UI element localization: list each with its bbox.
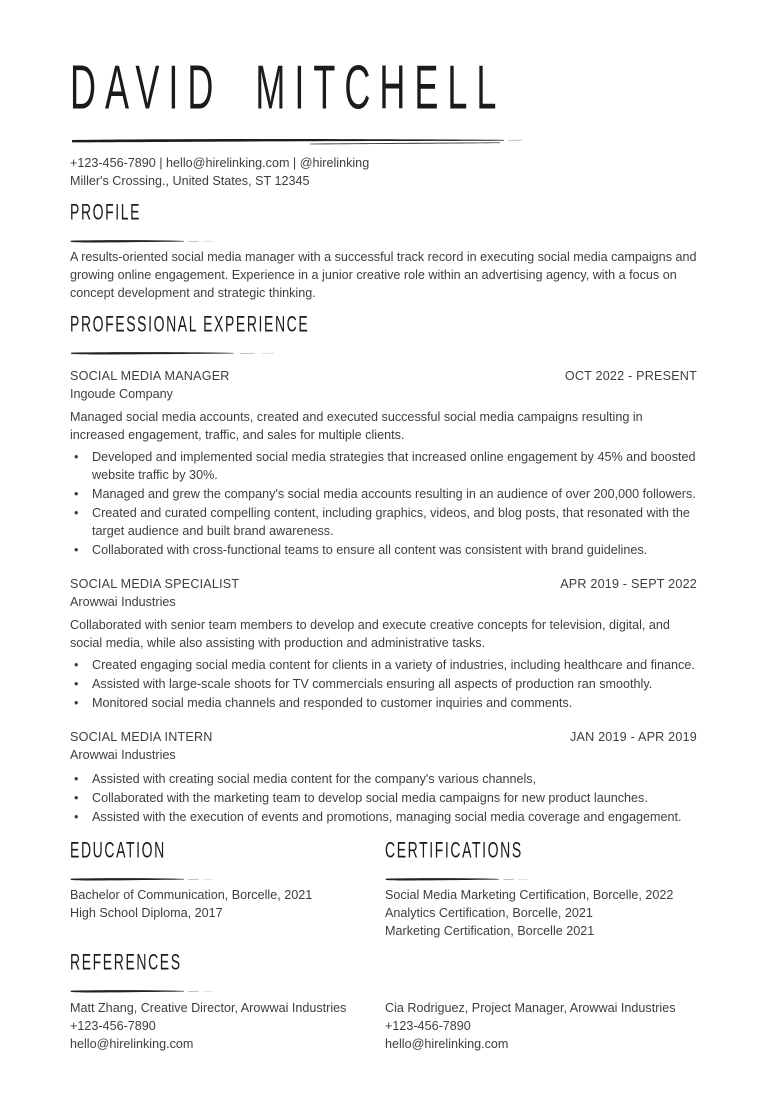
job-bullet-list [70,770,697,826]
job-company: Arowwai Industries [70,748,176,762]
reference-email: hello@hirelinking.com [70,1037,194,1051]
bullet-item: • Collaborated with cross-functional teams to ensure all content was consistent with brand guidelines. [70,541,697,559]
profile-section [70,199,697,302]
references-heading: REFERENCES [70,949,182,975]
certification-item: Marketing Certification, Borcelle 2021 [385,924,595,938]
job-head [70,367,697,385]
bullet-item: • Monitored social media channels and responded to customer inquiries and comments. [70,694,697,712]
section-underline-brush-stroke [70,988,220,995]
bullet-item: • Managed and grew the company's social media accounts resulting in an audience of over 200,000 followers. [70,485,697,503]
experience-heading: PROFESSIONAL EXPERIENCE [70,311,310,337]
certifications-section [385,837,697,940]
job-title: SOCIAL MEDIA SPECIALIST [70,577,240,591]
education-item: High School Diploma, 2017 [70,906,223,920]
section-underline-brush-stroke [385,876,535,883]
contact-block [70,154,697,190]
reference-phone: +123-456-7890 [385,1019,471,1033]
name-underline-brush-stroke [70,136,528,148]
references-section [70,949,697,1053]
certification-item: Analytics Certification, Borcelle, 2021 [385,906,593,920]
job-bullet-list [70,448,697,559]
bullet-item: • Assisted with the execution of events and promotions, managing social media coverage and engagement. [70,808,697,826]
job-head [70,728,697,746]
profile-text: A results-oriented social media manager with a successful track record in executing social media campaigns and growing online engagement. Experience in a junior creative role within an advertising agency, with a focus on concept development and strategic thinking. [70,250,697,300]
bullet-item: • Created engaging social media content for clients in a variety of industries, including healthcare and finance. [70,656,697,674]
certifications-heading-wrap [385,837,697,876]
section-underline-brush-stroke [70,350,285,357]
name-wrap [70,0,697,148]
job-dates: JAN 2019 - APR 2019 [569,730,697,744]
education-items [70,886,385,922]
reference-phone: +123-456-7890 [70,1019,156,1033]
certifications-items [385,886,697,940]
bullet-item: • Assisted with creating social media content for the company's various channels, [70,770,697,788]
education-heading-wrap [70,837,385,876]
education-section [70,837,385,940]
job-summary: Managed social media accounts, created and executed successful social media campaigns resulting in increased engagement, traffic, and sales for multiple clients. [70,410,643,442]
job-head [70,575,697,593]
references-heading-wrap [70,949,697,988]
certification-item: Social Media Marketing Certification, Borcelle, 2022 [385,888,674,902]
reference-entry [70,999,385,1053]
experience-heading-wrap [70,311,697,350]
profile-heading-wrap [70,199,697,238]
section-underline-brush-stroke [70,876,220,883]
bullet-item: • Collaborated with the marketing team to develop social media campaigns for new product launches. [70,789,697,807]
job-bullet-list [70,656,697,712]
certifications-heading: CERTIFICATIONS [385,837,523,863]
job-company: Arowwai Industries [70,595,176,609]
bullet-item: • Assisted with large-scale shoots for TV commercials ensuring all aspects of production ran smoothly. [70,675,697,693]
job-entry [70,728,697,826]
reference-name-title: Cia Rodriguez, Project Manager, Arowwai Industries [385,1001,676,1015]
job-summary: Collaborated with senior team members to develop and execute creative concepts for television, digital, and social media, while also assisting with production and administrative tasks. [70,618,670,650]
experience-section [70,311,697,826]
references-row [70,999,697,1053]
education-heading: EDUCATION [70,837,166,863]
job-company: Ingoude Company [70,387,173,401]
education-item: Bachelor of Communication, Borcelle, 2021 [70,888,313,902]
reference-entry [385,999,697,1053]
job-dates: OCT 2022 - PRESENT [564,369,697,383]
section-underline-brush-stroke [70,238,220,245]
person-name: DAVID MITCHELL [70,51,506,123]
address-line: Miller's Crossing., United States, ST 12345 [70,174,310,188]
profile-heading: PROFILE [70,199,142,225]
education-certifications-row [70,837,697,940]
header [70,0,697,190]
contact-line: +123-456-7890 | hello@hirelinking.com | @hirelinking [70,156,370,170]
job-entry [70,367,697,559]
job-entry [70,575,697,712]
reference-email: hello@hirelinking.com [385,1037,509,1051]
reference-name-title: Matt Zhang, Creative Director, Arowwai Industries [70,1001,347,1015]
bullet-item: • Developed and implemented social media strategies that increased online engagement by 45% and boosted website traffic by 30%. [70,448,697,484]
bullet-item: • Created and curated compelling content, including graphics, videos, and blog posts, that resonated with the target audience and built brand awareness. [70,504,697,540]
job-title: SOCIAL MEDIA MANAGER [70,369,230,383]
job-title: SOCIAL MEDIA INTERN [70,730,213,744]
job-dates: APR 2019 - SEPT 2022 [560,577,697,591]
